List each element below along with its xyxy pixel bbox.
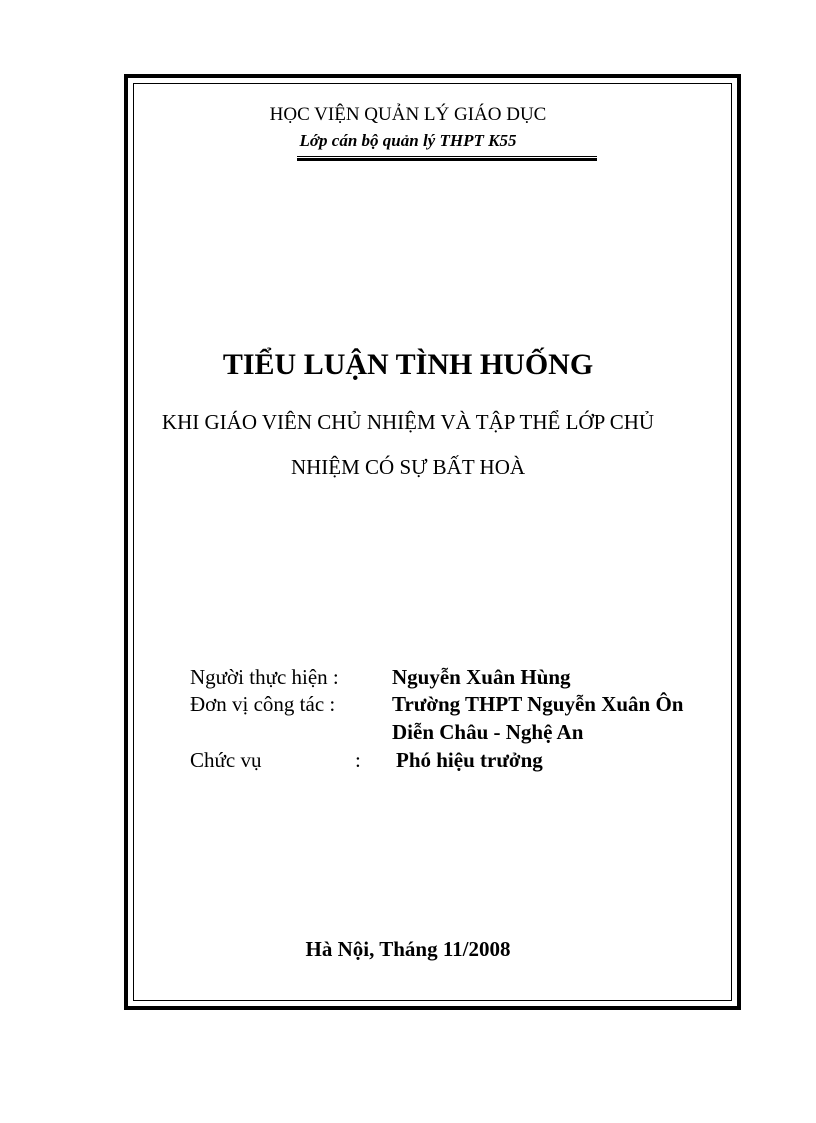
place-date: Hà Nội, Tháng 11/2008 bbox=[305, 937, 511, 961]
author-value: Nguyễn Xuân Hùng bbox=[392, 665, 571, 689]
class-name: Lớp cán bộ quản lý THPT K55 bbox=[299, 131, 517, 150]
position-label: Chức vụ bbox=[190, 748, 262, 772]
unit-label: Đơn vị công tác : bbox=[190, 692, 336, 716]
header-double-underline bbox=[297, 156, 597, 161]
position-colon: : bbox=[355, 748, 361, 772]
unit-value-line-1: Trường THPT Nguyễn Xuân Ôn bbox=[392, 692, 684, 716]
unit-value-line-2: Diễn Châu - Nghệ An bbox=[392, 720, 584, 744]
page-border-inner bbox=[133, 83, 732, 1001]
author-label: Người thực hiện : bbox=[190, 665, 339, 689]
document-title: TIỂU LUẬN TÌNH HUỐNG bbox=[222, 348, 594, 381]
institution-name: HỌC VIỆN QUẢN LÝ GIÁO DỤC bbox=[269, 104, 547, 125]
document-subtitle-line-1: KHI GIÁO VIÊN CHỦ NHIỆM VÀ TẬP THỂ LỚP CHỦ bbox=[161, 410, 655, 434]
document-subtitle-line-2: NHIỆM CÓ SỰ BẤT HOÀ bbox=[290, 455, 526, 479]
page-border-outer bbox=[124, 74, 741, 1010]
position-value: Phó hiệu trưởng bbox=[396, 748, 543, 772]
